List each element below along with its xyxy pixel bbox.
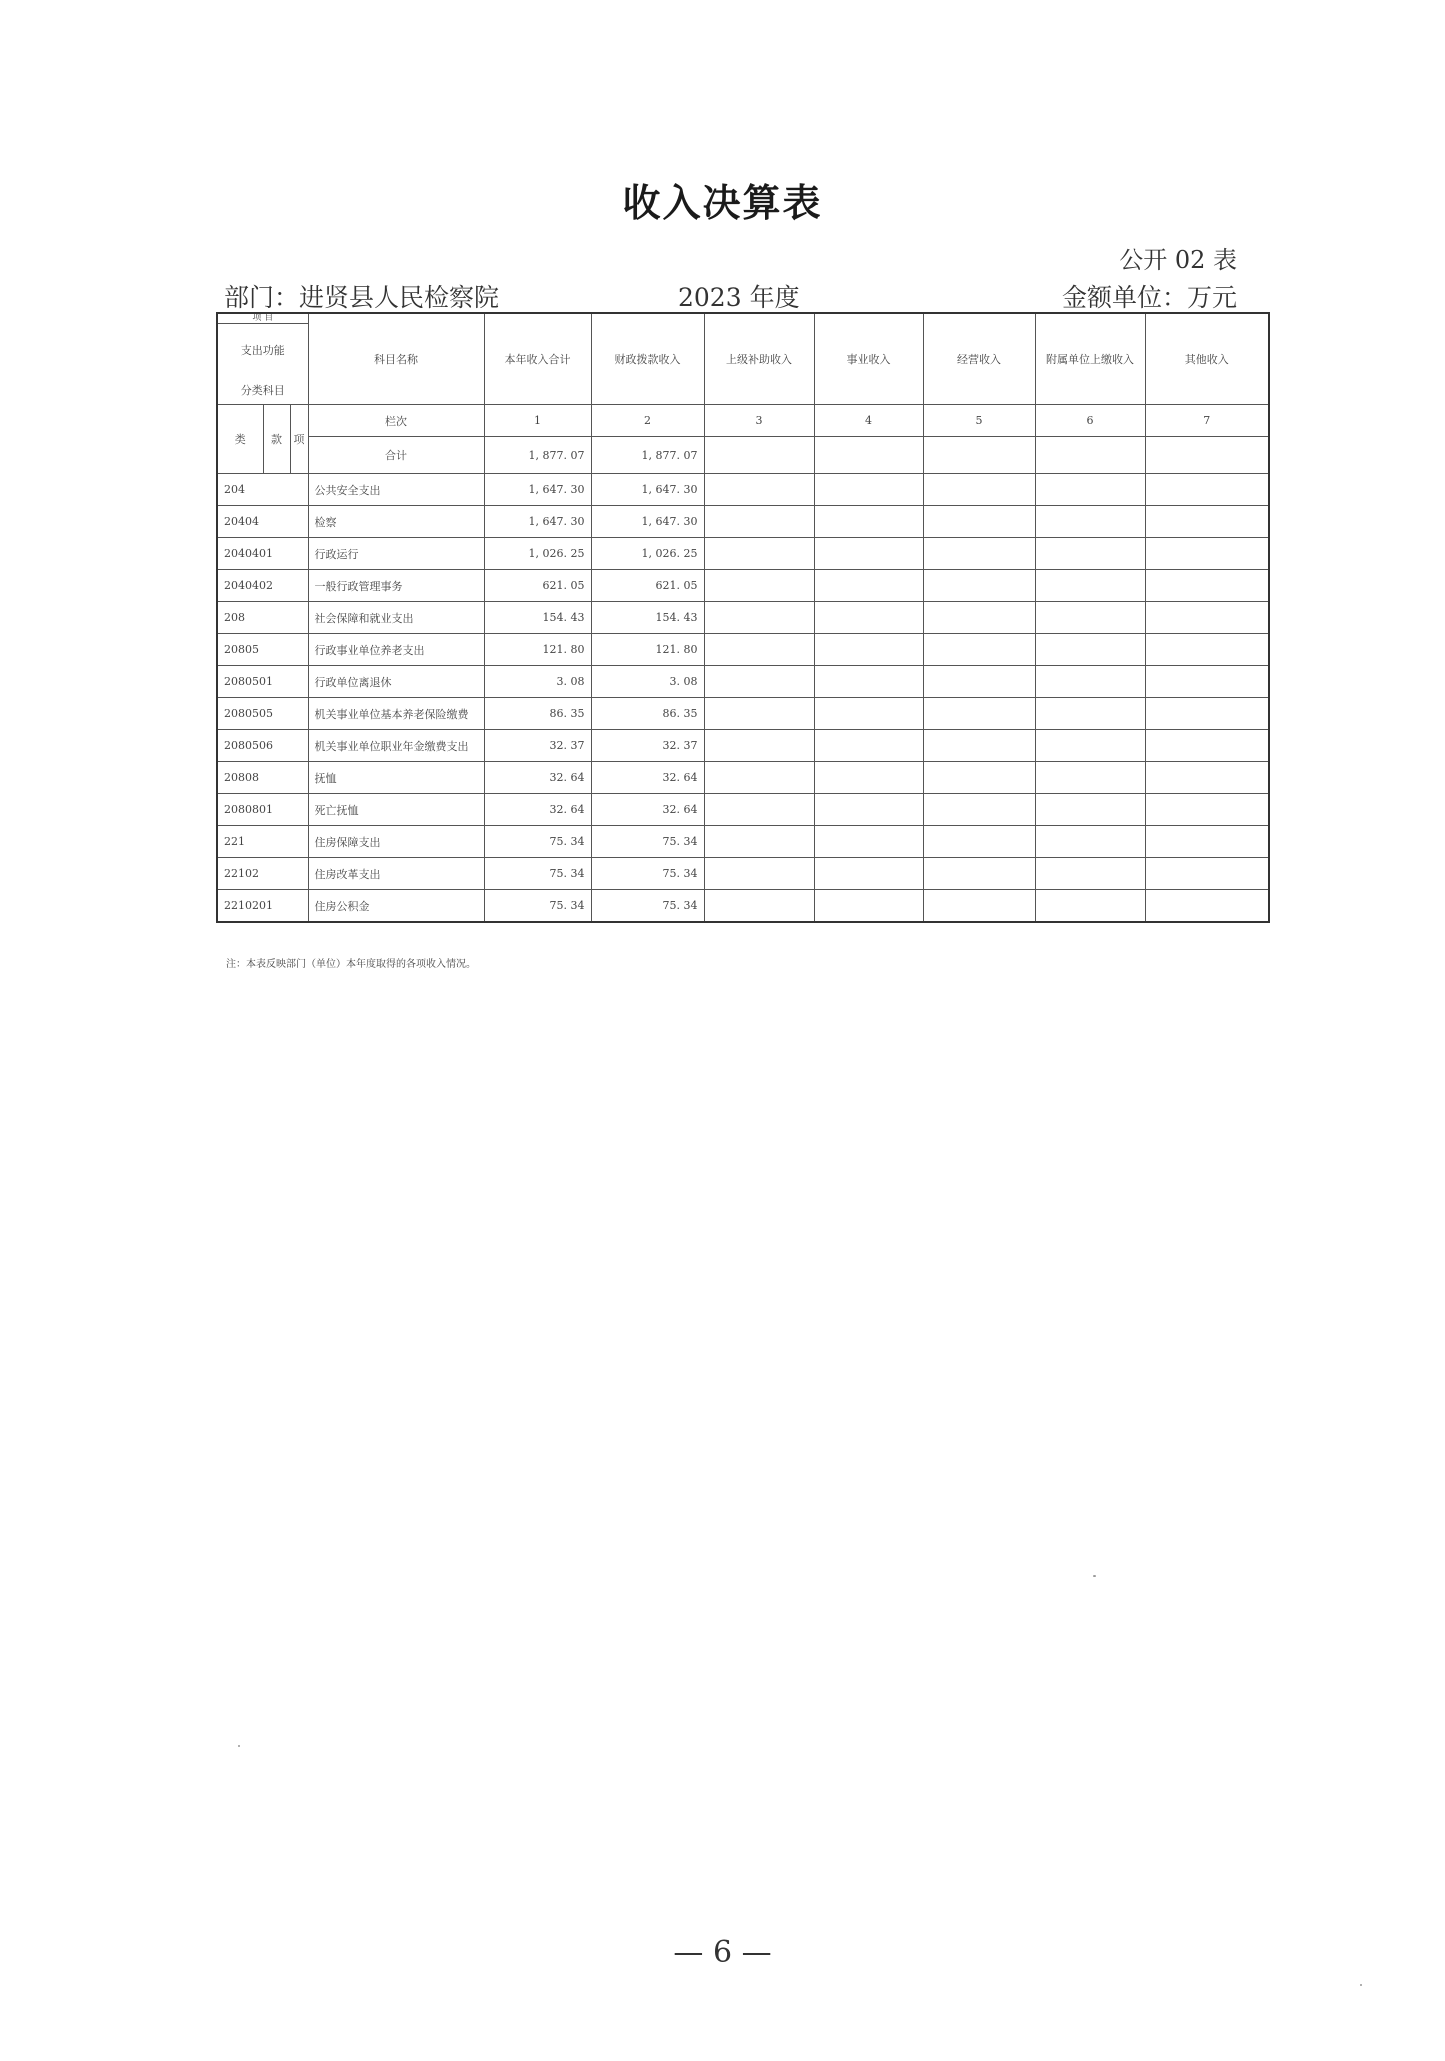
xiangmu-label: 项 目 — [218, 314, 308, 324]
business-income — [814, 506, 923, 538]
business-income — [814, 826, 923, 858]
table-row — [217, 538, 1269, 570]
business-income — [814, 730, 923, 762]
subject-code: 208 — [217, 602, 308, 634]
superior-income — [704, 538, 814, 570]
subject-name: 住房公积金 — [308, 890, 484, 923]
affiliate-income — [1035, 698, 1145, 730]
empty-cell — [1145, 437, 1269, 474]
subject-name: 行政单位离退休 — [308, 666, 484, 698]
affiliate-income — [1035, 794, 1145, 826]
subject-code: 2080506 — [217, 730, 308, 762]
total-income: 75. 34 — [484, 826, 591, 858]
affiliate-income — [1035, 762, 1145, 794]
subject-name: 抚恤 — [308, 762, 484, 794]
heji-total: 1, 877. 07 — [484, 437, 591, 474]
table-row — [217, 762, 1269, 794]
col-number-5: 5 — [923, 405, 1035, 437]
subject-name: 住房保障支出 — [308, 826, 484, 858]
income-final-accounts-table — [216, 312, 1270, 923]
business-income — [814, 794, 923, 826]
col-other-header: 其他收入 — [1145, 313, 1269, 405]
operation-income — [923, 538, 1035, 570]
lei-label: 类 — [217, 405, 263, 474]
subject-code: 2040401 — [217, 538, 308, 570]
subject-code: 20404 — [217, 506, 308, 538]
fiscal-income: 75. 34 — [591, 890, 704, 923]
business-income — [814, 698, 923, 730]
subject-name: 行政事业单位养老支出 — [308, 634, 484, 666]
business-income — [814, 762, 923, 794]
subject-code: 22102 — [217, 858, 308, 890]
class-subject-label: 分类科目 — [240, 384, 285, 397]
operation-income — [923, 858, 1035, 890]
col-total-header: 本年收入合计 — [484, 313, 591, 405]
business-income — [814, 858, 923, 890]
table-row — [217, 634, 1269, 666]
fiscal-income: 86. 35 — [591, 698, 704, 730]
empty-cell — [814, 437, 923, 474]
header-row — [217, 313, 1269, 405]
superior-income — [704, 570, 814, 602]
table-row — [217, 602, 1269, 634]
superior-income — [704, 698, 814, 730]
subject-code: 2210201 — [217, 890, 308, 923]
business-income — [814, 634, 923, 666]
subject-name: 行政运行 — [308, 538, 484, 570]
subject-name: 机关事业单位基本养老保险缴费 — [308, 698, 484, 730]
empty-cell — [1035, 437, 1145, 474]
table-row — [217, 794, 1269, 826]
total-income: 3. 08 — [484, 666, 591, 698]
other-income — [1145, 794, 1269, 826]
superior-income — [704, 890, 814, 923]
table-note: 注：本表反映部门（单位）本年度取得的各项收入情况。 — [226, 959, 476, 970]
operation-income — [923, 570, 1035, 602]
affiliate-income — [1035, 506, 1145, 538]
column-number-row — [217, 405, 1269, 437]
business-income — [814, 602, 923, 634]
other-income — [1145, 570, 1269, 602]
superior-income — [704, 474, 814, 506]
report-meta — [224, 278, 1237, 312]
data-rows — [217, 474, 1269, 923]
other-income — [1145, 730, 1269, 762]
table-row — [217, 666, 1269, 698]
subject-name: 社会保障和就业支出 — [308, 602, 484, 634]
fiscal-income: 32. 64 — [591, 762, 704, 794]
operation-income — [923, 826, 1035, 858]
page-title: 收入决算表 — [622, 180, 823, 225]
func-class-label: 支出功能 — [240, 344, 285, 357]
affiliate-income — [1035, 474, 1145, 506]
subject-code: 2080801 — [217, 794, 308, 826]
table-row — [217, 858, 1269, 890]
operation-income — [923, 634, 1035, 666]
operation-income — [923, 698, 1035, 730]
affiliate-income — [1035, 858, 1145, 890]
fiscal-income: 621. 05 — [591, 570, 704, 602]
superior-income — [704, 794, 814, 826]
heji-fiscal: 1, 877. 07 — [591, 437, 704, 474]
affiliate-income — [1035, 730, 1145, 762]
heji-label: 合计 — [308, 437, 484, 474]
fiscal-income: 3. 08 — [591, 666, 704, 698]
form-code: 公开 02 表 — [1119, 246, 1237, 274]
subject-code: 221 — [217, 826, 308, 858]
affiliate-income — [1035, 666, 1145, 698]
subject-code: 2080505 — [217, 698, 308, 730]
operation-income — [923, 762, 1035, 794]
col-fiscal-header: 财政拨款收入 — [591, 313, 704, 405]
fiscal-income: 1, 026. 25 — [591, 538, 704, 570]
operation-income — [923, 506, 1035, 538]
superior-income — [704, 506, 814, 538]
business-income — [814, 890, 923, 923]
subject-name-header: 科目名称 — [308, 313, 484, 405]
func-class-header — [217, 313, 308, 405]
total-income: 75. 34 — [484, 890, 591, 923]
superior-income — [704, 826, 814, 858]
subject-name: 公共安全支出 — [308, 474, 484, 506]
kuan-label: 款 — [263, 405, 290, 474]
total-income: 621. 05 — [484, 570, 591, 602]
other-income — [1145, 634, 1269, 666]
superior-income — [704, 666, 814, 698]
col-number-7: 7 — [1145, 405, 1269, 437]
business-income — [814, 666, 923, 698]
scan-speck — [1360, 1984, 1362, 1986]
subject-name: 检察 — [308, 506, 484, 538]
total-income: 86. 35 — [484, 698, 591, 730]
affiliate-income — [1035, 890, 1145, 923]
total-income: 1, 647. 30 — [484, 474, 591, 506]
superior-income — [704, 634, 814, 666]
total-income: 32. 64 — [484, 762, 591, 794]
fiscal-income: 154. 43 — [591, 602, 704, 634]
col-number-4: 4 — [814, 405, 923, 437]
subject-code: 2080501 — [217, 666, 308, 698]
subject-name: 机关事业单位职业年金缴费支出 — [308, 730, 484, 762]
affiliate-income — [1035, 602, 1145, 634]
table-row — [217, 826, 1269, 858]
scan-speck — [238, 1745, 240, 1747]
other-income — [1145, 826, 1269, 858]
other-income — [1145, 474, 1269, 506]
col-business-header: 事业收入 — [814, 313, 923, 405]
table-row — [217, 890, 1269, 923]
total-income: 32. 37 — [484, 730, 591, 762]
subject-name: 死亡抚恤 — [308, 794, 484, 826]
total-income: 32. 64 — [484, 794, 591, 826]
table-row — [217, 570, 1269, 602]
page-number: — 6 — — [673, 1935, 772, 1970]
operation-income — [923, 794, 1035, 826]
fiscal-income: 32. 64 — [591, 794, 704, 826]
table-row — [217, 474, 1269, 506]
business-income — [814, 570, 923, 602]
other-income — [1145, 602, 1269, 634]
business-income — [814, 538, 923, 570]
fiscal-income: 121. 80 — [591, 634, 704, 666]
col-number-6: 6 — [1035, 405, 1145, 437]
total-row — [217, 437, 1269, 474]
total-income: 1, 026. 25 — [484, 538, 591, 570]
empty-cell — [923, 437, 1035, 474]
superior-income — [704, 602, 814, 634]
other-income — [1145, 890, 1269, 923]
operation-income — [923, 890, 1035, 923]
subject-code: 20808 — [217, 762, 308, 794]
fiscal-income: 32. 37 — [591, 730, 704, 762]
fiscal-income: 1, 647. 30 — [591, 506, 704, 538]
subject-name: 一般行政管理事务 — [308, 570, 484, 602]
amount-unit: 金额单位：万元 — [1061, 283, 1237, 312]
department-label: 部门：进贤县人民检察院 — [224, 283, 500, 312]
superior-income — [704, 762, 814, 794]
operation-income — [923, 602, 1035, 634]
affiliate-income — [1035, 538, 1145, 570]
fiscal-income: 1, 647. 30 — [591, 474, 704, 506]
total-income: 121. 80 — [484, 634, 591, 666]
other-income — [1145, 506, 1269, 538]
other-income — [1145, 858, 1269, 890]
xiang-label: 项 — [290, 405, 308, 474]
total-income: 154. 43 — [484, 602, 591, 634]
fiscal-income: 75. 34 — [591, 826, 704, 858]
other-income — [1145, 762, 1269, 794]
col-number-3: 3 — [704, 405, 814, 437]
total-income: 75. 34 — [484, 858, 591, 890]
affiliate-income — [1035, 634, 1145, 666]
superior-income — [704, 730, 814, 762]
col-superior-header: 上级补助收入 — [704, 313, 814, 405]
table-row — [217, 698, 1269, 730]
fiscal-year: 2023 年度 — [678, 283, 800, 312]
affiliate-income — [1035, 826, 1145, 858]
col-affiliate-header: 附属单位上缴收入 — [1035, 313, 1145, 405]
operation-income — [923, 474, 1035, 506]
col-operation-header: 经营收入 — [923, 313, 1035, 405]
table-row — [217, 730, 1269, 762]
subject-code: 20805 — [217, 634, 308, 666]
operation-income — [923, 730, 1035, 762]
scan-speck — [1093, 1575, 1096, 1577]
lanci-label: 栏次 — [308, 405, 484, 437]
col-number-2: 2 — [591, 405, 704, 437]
business-income — [814, 474, 923, 506]
empty-cell — [704, 437, 814, 474]
col-number-1: 1 — [484, 405, 591, 437]
operation-income — [923, 666, 1035, 698]
affiliate-income — [1035, 570, 1145, 602]
other-income — [1145, 666, 1269, 698]
subject-code: 204 — [217, 474, 308, 506]
total-income: 1, 647. 30 — [484, 506, 591, 538]
subject-code: 2040402 — [217, 570, 308, 602]
fiscal-income: 75. 34 — [591, 858, 704, 890]
other-income — [1145, 698, 1269, 730]
table-row — [217, 506, 1269, 538]
subject-name: 住房改革支出 — [308, 858, 484, 890]
superior-income — [704, 858, 814, 890]
other-income — [1145, 538, 1269, 570]
